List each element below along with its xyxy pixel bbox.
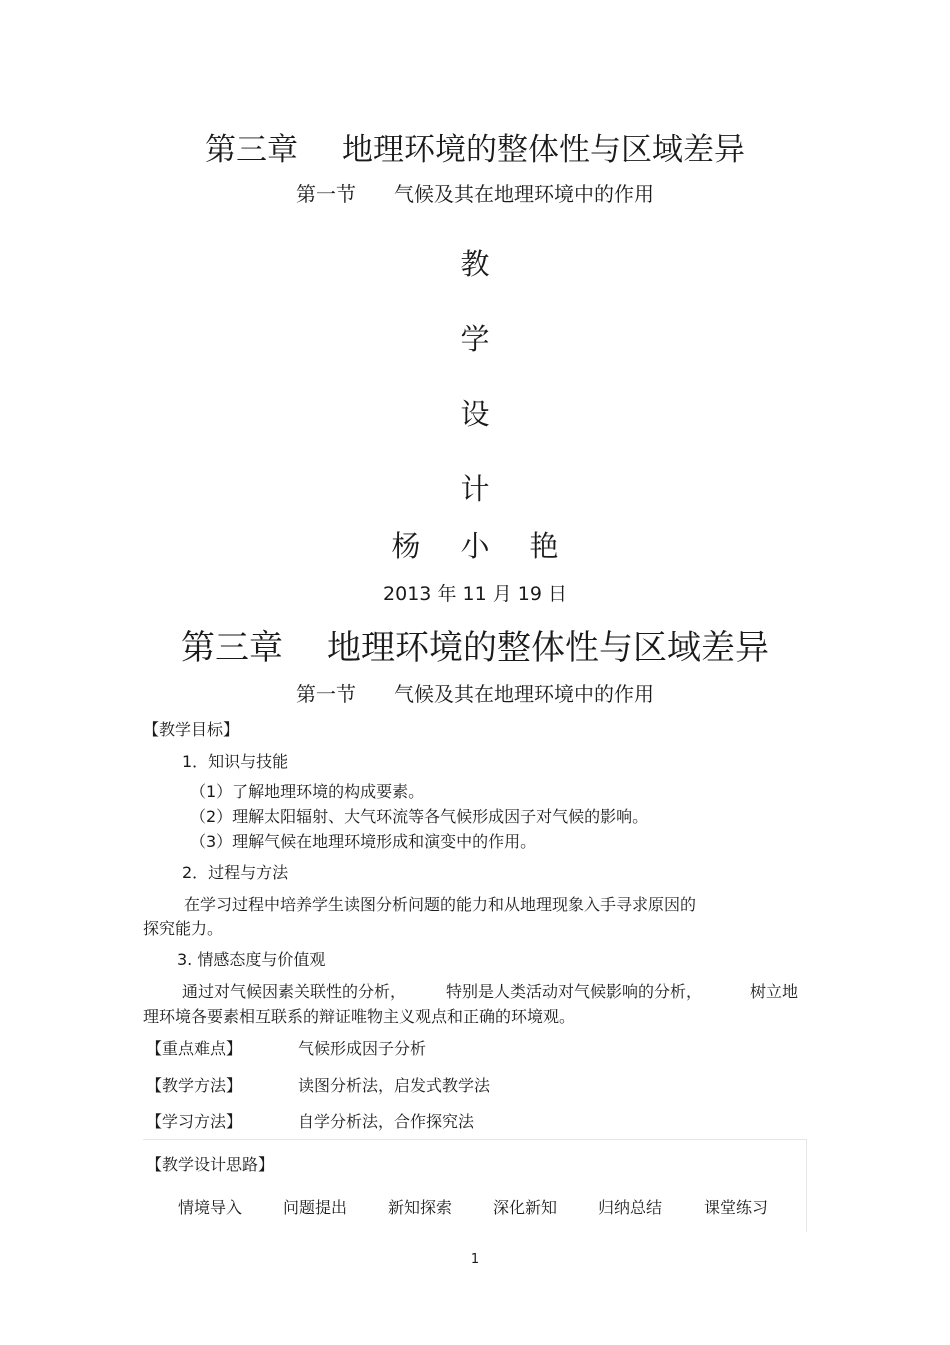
author-char: 小 xyxy=(460,529,490,563)
cover-vertical-title-char: 计 xyxy=(460,472,490,506)
body-section-number: 第一节 xyxy=(296,682,356,706)
cover-vertical-title-char: 学 xyxy=(460,322,490,356)
objective-3-title: 3. 情感态度与价值观 xyxy=(177,950,326,969)
body-chapter-number: 第三章 xyxy=(181,628,283,668)
objective-1-item: （1）了解地理环境的构成要素。 xyxy=(190,782,425,801)
key-points-value: 气候形成因子分析 xyxy=(298,1039,427,1058)
cover-chapter-number: 第三章 xyxy=(205,132,298,168)
objective-3-text-part: 特别是人类活动对气候影响的分析， xyxy=(446,982,703,1001)
learning-method-value: 自学分析法，合作探究法 xyxy=(298,1112,475,1131)
body-section-heading xyxy=(0,678,950,707)
cover-vertical-title-char: 教 xyxy=(460,247,490,281)
objective-1-item: （3）理解气候在地理环境形成和演变中的作用。 xyxy=(190,832,537,851)
objective-2-text-cont: 探究能力。 xyxy=(143,919,224,938)
cover-author xyxy=(0,524,950,565)
flow-step: 情境导入 xyxy=(178,1198,243,1217)
flow-step: 问题提出 xyxy=(283,1198,348,1217)
cover-chapter-title: 地理环境的整体性与区域差异 xyxy=(342,132,745,168)
body-chapter-heading xyxy=(0,620,950,669)
cover-section-heading xyxy=(0,178,950,207)
key-points-label: 【重点难点】 xyxy=(146,1039,243,1058)
cover-section-title: 气候及其在地理环境中的作用 xyxy=(394,182,654,206)
learning-method-label: 【学习方法】 xyxy=(146,1112,243,1131)
flow-step: 深化新知 xyxy=(493,1198,558,1217)
flow-step: 课堂练习 xyxy=(704,1198,769,1217)
body-section-title: 气候及其在地理环境中的作用 xyxy=(394,682,654,706)
cover-chapter-heading xyxy=(0,124,950,169)
flow-step: 新知探索 xyxy=(388,1198,453,1217)
teaching-method-value: 读图分析法，启发式教学法 xyxy=(298,1076,491,1095)
objective-1-item: （2）理解太阳辐射、大气环流等各气候形成因子对气候的影响。 xyxy=(190,807,649,826)
cover-section-number: 第一节 xyxy=(296,182,356,206)
objective-3-text-part: 树立地 xyxy=(750,982,799,1001)
cover-date: 2013 年 11 月 19 日 xyxy=(383,583,567,605)
objective-3-text-cont: 理环境各要素相互联系的辩证唯物主义观点和正确的环境观。 xyxy=(143,1007,576,1026)
objective-2-text: 在学习过程中培养学生读图分析问题的能力和从地理现象入手寻求原因的 xyxy=(184,895,697,914)
objective-2-title: 2．过程与方法 xyxy=(182,863,289,882)
page-number: 1 xyxy=(470,1252,480,1267)
objectives-heading: 【教学目标】 xyxy=(143,720,240,739)
objective-3-text-part: 通过对气候因素关联性的分析， xyxy=(182,982,407,1001)
cover-vertical-title-char: 设 xyxy=(460,397,490,431)
flow-step: 归纳总结 xyxy=(598,1198,663,1217)
objective-1-title: 1．知识与技能 xyxy=(182,752,289,771)
design-flow-label: 【教学设计思路】 xyxy=(146,1155,275,1174)
teaching-method-label: 【教学方法】 xyxy=(146,1076,243,1095)
body-chapter-title: 地理环境的整体性与区域差异 xyxy=(327,628,769,668)
author-char: 艳 xyxy=(529,529,559,563)
author-char: 杨 xyxy=(391,529,421,563)
